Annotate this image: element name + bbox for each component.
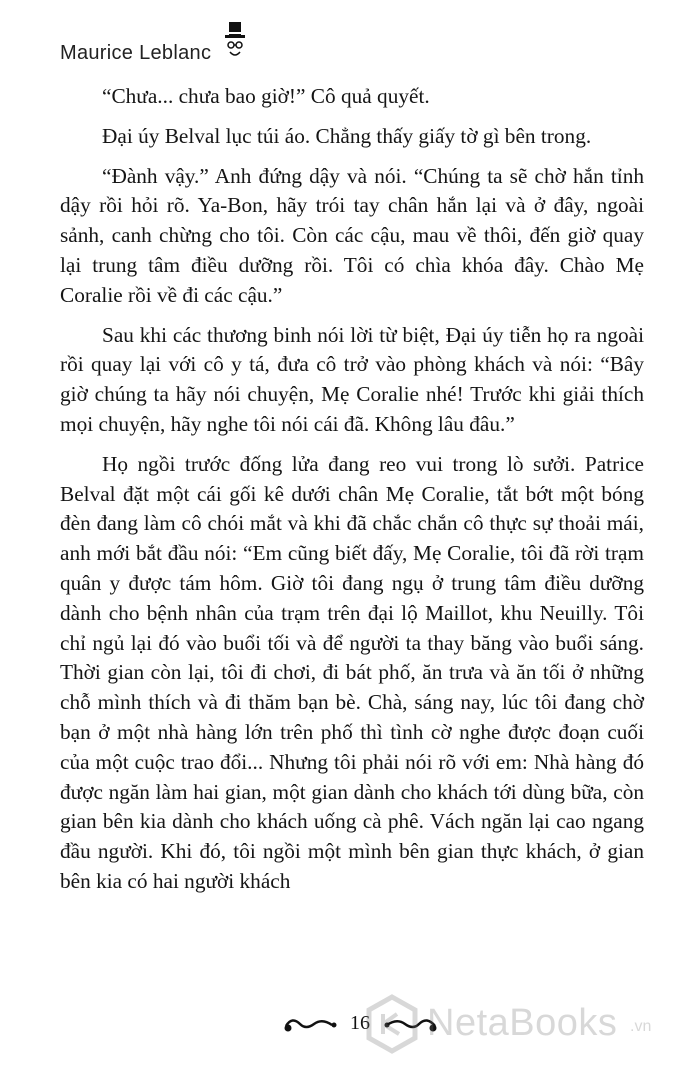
paragraph: “Đành vậy.” Anh đứng dậy và nói. “Chúng ta sẽ chờ hắn tỉnh dậy rồi hỏi rõ. Ya-Bon, hãy trói tay chân hắn lại và ở đây, ngoài sảnh, canh chừng cho tôi. Còn các cậu, mau về thôi, đến giờ quay lại trung tâm điều dưỡng rồi. Tôi có chìa khóa đây. Chào Mẹ Coralie rồi về đi các cậu.” [60,163,644,307]
paragraph: Sau khi các thương binh nói lời từ biệt, Đại úy tiễn họ ra ngoài rồi quay lại với cô y tá, đưa cô trở vào phòng khách và nói: “Bây giờ chúng ta hãy nói chuyện, Mẹ Coralie nhé! Trước khi giải thích mọi chuyện, hãy nghe tôi nói cái đã. Không lâu đâu.” [60,322,644,436]
top-hat-icon [224,22,246,62]
watermark-suffix: .vn [630,1018,652,1035]
watermark [365,990,695,1060]
page-body [60,82,644,907]
watermark-brand: NetaBooks [427,1002,618,1044]
paragraph: Họ ngồi trước đống lửa đang reo vui trong lò sưởi. Patrice Belval đặt một cái gối kê dưới chân Mẹ Coralie, tắt bớt một bóng đèn đang làm cô chói mắt và khi đã chắc chắn cô thực sự thoải mái, anh mới bắt đầu nói: “Em cũng biết đấy, Mẹ Coralie, tôi đã rời trạm quân y được tám hôm. Giờ tôi đang ngụ ở trung tâm điều dưỡng dành cho bệnh nhân của trạm trên đại lộ Maillot, khu Neuilly. Tôi chỉ ngủ lại đó vào buổi tối và để người ta thay băng vào buổi sáng. Thời gian còn lại, tôi đi chơi, đi bát phố, ăn trưa và ăn tối ở những chỗ mình thích và đi thăm bạn bè. Chà, sáng nay, lúc tôi đang chờ bạn ở một nhà hàng lớn trên phố thì tình cờ nghe được đoạn cuối của một cuộc trao đổi... Nhưng tôi phải nói rõ với em: Nhà hàng đó được ngăn làm hai gian, một gian dành cho khách tới dùng bữa, còn gian bên kia dành cho khách uống cà phê. Vách ngăn lại cao ngang đầu người. Khi đó, tôi ngồi một mình bên gian thực khách, ở gian bên kia có hai người khách [60,451,644,893]
left-ornament-icon [282,1014,342,1036]
author-name: Maurice Leblanc [60,42,212,64]
page-number: 16 [350,1012,370,1034]
paragraph: “Chưa... chưa bao giờ!” Cô quả quyết. [102,84,430,108]
watermark-logo-icon [365,994,419,1054]
paragraph: Đại úy Belval lục túi áo. Chẳng thấy giấy tờ gì bên trong. [102,123,592,148]
running-header [60,22,660,82]
